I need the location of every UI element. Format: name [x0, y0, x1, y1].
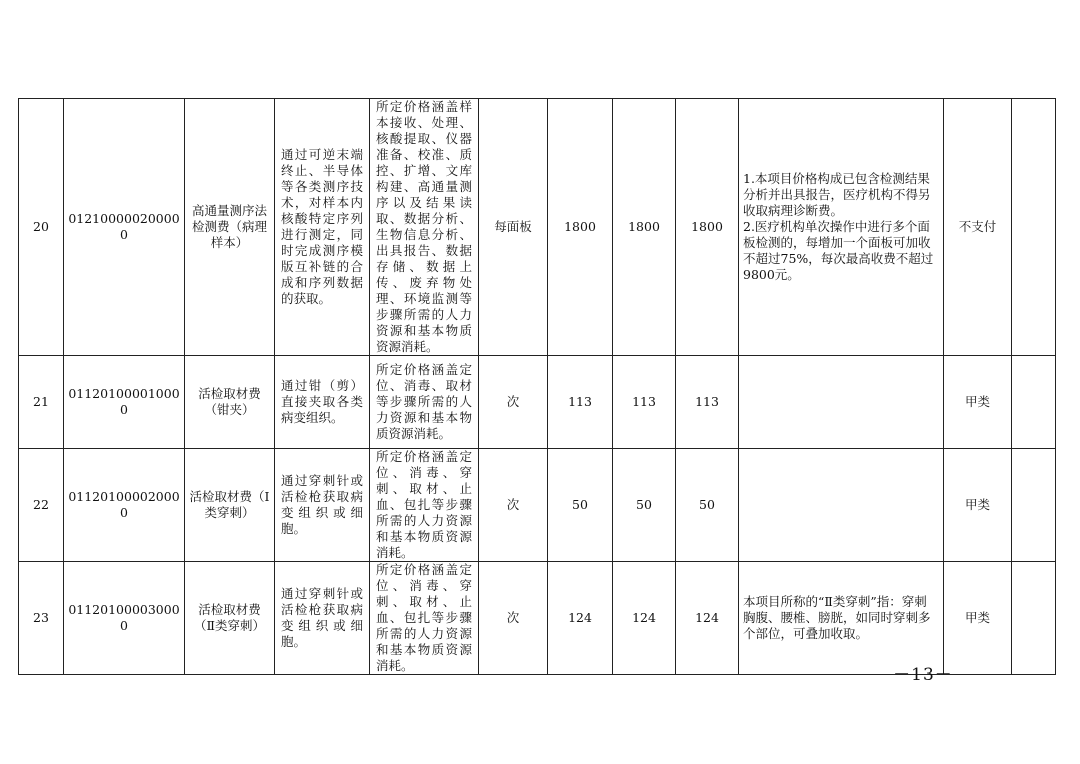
row-number: 21 [19, 356, 64, 449]
row-number: 22 [19, 449, 64, 562]
table-row [19, 99, 1056, 356]
insurance-category: 甲类 [944, 449, 1012, 562]
insurance-category: 甲类 [944, 356, 1012, 449]
price-scope: 所定价格涵盖定位、消毒、穿刺、取材、止血、包扎等步骤所需的人力资源和基本物质资源消耗。 [370, 449, 479, 562]
price-level-2: 1800 [613, 99, 676, 356]
price-level-3: 1800 [676, 99, 739, 356]
table-row [19, 356, 1056, 449]
item-name: 活检取材费（钳夹） [185, 356, 275, 449]
explanation [739, 356, 944, 449]
item-code: 012100000200000 [64, 99, 185, 356]
item-code: 011201000010000 [64, 356, 185, 449]
explanation: 本项目所称的“Ⅱ类穿刺”指：穿刺胸腹、腰椎、膀胱，如同时穿刺多个部位，可叠加收取。 [739, 562, 944, 675]
table-row [19, 562, 1056, 675]
extra-cell [1012, 562, 1056, 675]
item-content: 通过可逆末端终止、半导体等各类测序技术，对样本内核酸特定序列进行测定，同时完成测序模版互补链的合成和序列数据的获取。 [275, 99, 370, 356]
table-row [19, 449, 1056, 562]
unit: 每面板 [479, 99, 548, 356]
unit: 次 [479, 449, 548, 562]
explanation [739, 449, 944, 562]
unit: 次 [479, 562, 548, 675]
item-name: 活检取材费（Ⅱ类穿刺） [185, 562, 275, 675]
price-level-2: 124 [613, 562, 676, 675]
price-scope: 所定价格涵盖定位、消毒、取材等步骤所需的人力资源和基本物质资源消耗。 [370, 356, 479, 449]
page-number: －13－ [893, 665, 953, 685]
extra-cell [1012, 99, 1056, 356]
row-number: 23 [19, 562, 64, 675]
price-scope: 所定价格涵盖样本接收、处理、核酸提取、仪器准备、校准、质控、扩增、文库构建、高通量测序以及结果读取、数据分析、生物信息分析、出具报告、数据存储、数据上传、废弃物处理、环境监测等步骤所需的人力资源和基本物质资源消耗。 [370, 99, 479, 356]
item-content: 通过穿刺针或活检枪获取病变组织或细胞。 [275, 449, 370, 562]
unit: 次 [479, 356, 548, 449]
item-code: 011201000020000 [64, 449, 185, 562]
price-level-3: 124 [676, 562, 739, 675]
insurance-category: 不支付 [944, 99, 1012, 356]
price-level-1: 124 [548, 562, 613, 675]
extra-cell [1012, 356, 1056, 449]
price-table [18, 98, 1056, 675]
price-level-2: 50 [613, 449, 676, 562]
price-level-2: 113 [613, 356, 676, 449]
extra-cell [1012, 449, 1056, 562]
row-number: 20 [19, 99, 64, 356]
explanation: 1.本项目价格构成已包含检测结果分析并出具报告，医疗机构不得另收取病理诊断费。 2.医疗机构单次操作中进行多个面板检测的，每增加一个面板可加收不超过75%，每次最高收费不超过9800元。 [739, 99, 944, 356]
price-level-1: 113 [548, 356, 613, 449]
item-content: 通过钳（剪）直接夹取各类病变组织。 [275, 356, 370, 449]
price-level-3: 113 [676, 356, 739, 449]
item-name: 活检取材费（Ⅰ类穿刺） [185, 449, 275, 562]
item-code: 011201000030000 [64, 562, 185, 675]
price-level-1: 1800 [548, 99, 613, 356]
price-level-3: 50 [676, 449, 739, 562]
item-content: 通过穿刺针或活检枪获取病变组织或细胞。 [275, 562, 370, 675]
price-scope: 所定价格涵盖定位、消毒、穿刺、取材、止血、包扎等步骤所需的人力资源和基本物质资源消耗。 [370, 562, 479, 675]
price-level-1: 50 [548, 449, 613, 562]
insurance-category: 甲类 [944, 562, 1012, 675]
item-name: 高通量测序法检测费（病理样本） [185, 99, 275, 356]
